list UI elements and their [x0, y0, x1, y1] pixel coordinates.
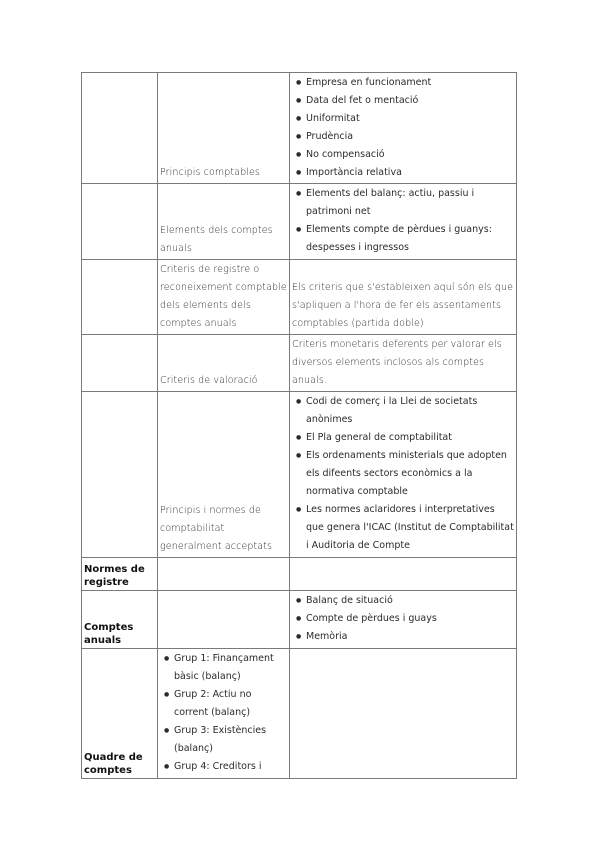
list-item: ● Grup 1: Finançament bàsic (balanç) — [160, 650, 287, 686]
list-item: ● Prudència — [292, 128, 514, 146]
concept-cell — [158, 184, 290, 260]
list-item: ● Elements compte de pèrdues i guanys: despesses i ingressos — [292, 221, 514, 257]
row-label-cell — [82, 73, 158, 184]
list-item: ● Balanç de situació — [292, 592, 514, 610]
concept-cell — [158, 649, 290, 779]
bullet-list — [292, 74, 514, 182]
list-item: ● Codi de comerç i la Llei de societats anònimes — [292, 393, 514, 429]
row-label-cell — [82, 260, 158, 335]
table-row — [82, 335, 517, 392]
list-item: ● No compensació — [292, 146, 514, 164]
list-item: ● Empresa en funcionament — [292, 74, 514, 92]
concept-cell — [158, 591, 290, 649]
row-label-cell — [82, 649, 158, 779]
detail-cell — [290, 184, 517, 260]
bullet-list — [292, 393, 514, 555]
detail-cell — [290, 73, 517, 184]
detail-cell — [290, 649, 517, 779]
detail-cell — [290, 558, 517, 591]
list-item: ● Els ordenaments ministerials que adopten els difeents sectors econòmics a la normativa comptable — [292, 447, 514, 501]
table-grid — [81, 72, 517, 779]
list-item: ● Elements del balanç: actiu, passiu i patrimoni net — [292, 185, 514, 221]
list-item: ● El Pla general de comptabilitat — [292, 429, 514, 447]
table-row — [82, 591, 517, 649]
concept-cell — [158, 558, 290, 591]
table-row — [82, 260, 517, 335]
table-row — [82, 392, 517, 558]
table-row — [82, 649, 517, 779]
concept-cell — [158, 335, 290, 392]
list-item: ● Grup 4: Creditors i — [160, 758, 287, 776]
bullet-list — [292, 185, 514, 257]
detail-cell — [290, 260, 517, 335]
list-item: ● Grup 3: Existències (balanç) — [160, 722, 287, 758]
list-item: ● Importància relativa — [292, 164, 514, 182]
concept-cell — [158, 73, 290, 184]
list-item: ● Compte de pèrdues i guays — [292, 610, 514, 628]
list-item: ● Memòria — [292, 628, 514, 646]
row-label: Comptes anuals — [84, 622, 134, 646]
list-item: ● Grup 2: Actiu no corrent (balanç) — [160, 686, 287, 722]
concept-text: Principis i normes de comptabilitat generalment acceptats — [160, 505, 273, 552]
detail-cell — [290, 335, 517, 392]
detail-text: Criteris monetaris deferents per valorar els diversos elements inclosos als comptes anuals. — [292, 339, 502, 386]
row-label: Normes de registre — [84, 564, 145, 588]
table-row — [82, 558, 517, 591]
row-label-cell — [82, 335, 158, 392]
list-item: ● Data del fet o mentació — [292, 92, 514, 110]
concept-text: Criteris de valoració — [160, 375, 258, 386]
concept-text: Elements dels comptes anuals — [160, 225, 273, 254]
row-label: Quadre de comptes — [84, 752, 143, 776]
row-label-cell — [82, 558, 158, 591]
row-label-cell — [82, 184, 158, 260]
bullet-list — [292, 592, 514, 646]
concept-cell — [158, 260, 290, 335]
concept-text: Principis comptables — [160, 167, 260, 178]
row-label-cell — [82, 392, 158, 558]
table-row — [82, 184, 517, 260]
concept-text: Criteris de registre o reconeixement comptable dels elements dels comptes anuals — [160, 264, 287, 329]
list-item: ● Uniformitat — [292, 110, 514, 128]
detail-text: Els criteris que s'estableixen aquí són els que s'apliquen a l'hora de fer els assentaments comptables (partida doble) — [292, 282, 514, 329]
bullet-list — [160, 650, 287, 776]
list-item: ● Les normes aclaridores i interpretatives que genera l'ICAC (Institut de Comptabilitat i Auditoria de Compte — [292, 501, 514, 555]
table-row — [82, 73, 517, 184]
row-label-cell — [82, 591, 158, 649]
concept-cell — [158, 392, 290, 558]
detail-cell — [290, 591, 517, 649]
accounting-table — [81, 72, 517, 779]
detail-cell — [290, 392, 517, 558]
